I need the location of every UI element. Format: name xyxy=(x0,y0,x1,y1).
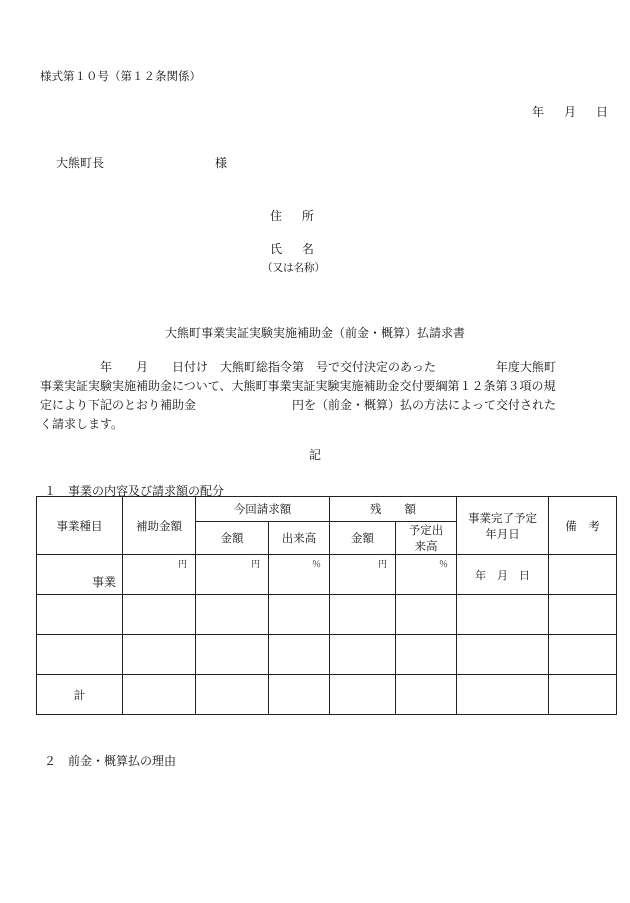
empty-cell[interactable] xyxy=(457,595,549,635)
empty-cell[interactable] xyxy=(549,635,617,675)
body-line-3: 定により下記のとおり補助金 円を（前金・概算）払の方法によって交付された xyxy=(40,398,557,412)
remarks-cell[interactable] xyxy=(549,555,617,595)
empty-cell[interactable] xyxy=(269,595,330,635)
total-row xyxy=(37,675,617,715)
unit-percent: ％ xyxy=(311,560,321,570)
total-cell[interactable] xyxy=(196,675,269,715)
body-line-4: く請求します。 xyxy=(40,417,124,431)
header-progress: 出来高 xyxy=(269,522,330,555)
empty-cell[interactable] xyxy=(123,635,196,675)
date-line xyxy=(512,103,608,120)
planned-progress-cell[interactable] xyxy=(396,555,457,595)
table-row xyxy=(37,555,617,595)
addressee: 大熊町長 xyxy=(56,156,105,170)
total-cell[interactable] xyxy=(330,675,396,715)
total-cell[interactable] xyxy=(549,675,617,715)
empty-cell[interactable] xyxy=(269,635,330,675)
empty-cell[interactable] xyxy=(330,635,396,675)
unit-yen: 円 xyxy=(377,560,387,570)
total-cell[interactable] xyxy=(457,675,549,715)
address-label: 住 所 xyxy=(270,209,322,223)
header-balance-amount: 金額 xyxy=(330,522,396,555)
completion-date-cell[interactable]: 年 月 日 xyxy=(457,555,549,595)
name-label: 氏 名 xyxy=(270,242,322,256)
balance-amount-cell[interactable] xyxy=(330,555,396,595)
unit-percent: ％ xyxy=(438,560,448,570)
date-year: 年 xyxy=(531,105,544,119)
body-line-2: 事業実証実験実施補助金について、大熊町事業実証実験実施補助金交付要綱第１２条第３項の規 xyxy=(40,379,556,393)
total-label: 計 xyxy=(37,675,123,715)
alias-label: （又は名称） xyxy=(262,262,325,274)
section-2-heading: ２ 前金・概算払の理由 xyxy=(44,754,177,768)
allocation-table xyxy=(36,496,617,715)
empty-cell[interactable] xyxy=(37,595,123,635)
unit-yen: 円 xyxy=(177,560,187,570)
empty-cell[interactable] xyxy=(330,595,396,635)
total-cell[interactable] xyxy=(123,675,196,715)
empty-cell[interactable] xyxy=(37,635,123,675)
table-row xyxy=(37,635,617,675)
header-balance: 残 額 xyxy=(330,497,457,522)
header-planned-line1: 予定出 xyxy=(408,523,444,537)
empty-cell[interactable] xyxy=(396,595,457,635)
header-planned-progress xyxy=(396,522,457,555)
amount-cell[interactable] xyxy=(123,555,196,595)
form-number: 様式第１０号（第１２条関係） xyxy=(40,69,201,83)
empty-cell[interactable] xyxy=(457,635,549,675)
date-month: 月 xyxy=(563,105,576,119)
empty-cell[interactable] xyxy=(549,595,617,635)
honorific: 様 xyxy=(215,156,228,170)
header-amount: 補助金額 xyxy=(123,497,196,555)
unit-yen: 円 xyxy=(250,560,260,570)
header-remarks: 備 考 xyxy=(549,497,617,555)
body-line-1: 年 月 日付け 大熊町総指令第 号で交付決定のあった 年度大熊町 xyxy=(40,360,556,374)
section-1-heading: １ 事業の内容及び請求額の配分 xyxy=(44,484,225,498)
total-cell[interactable] xyxy=(396,675,457,715)
request-body xyxy=(40,358,612,434)
header-completion-date xyxy=(457,497,549,555)
empty-cell[interactable] xyxy=(196,595,269,635)
row-type-label: 事業 xyxy=(91,575,116,589)
empty-cell[interactable] xyxy=(396,635,457,675)
date-day: 日 xyxy=(595,105,608,119)
header-current-request: 今回請求額 xyxy=(196,497,330,522)
total-cell[interactable] xyxy=(269,675,330,715)
empty-cell[interactable] xyxy=(123,595,196,635)
empty-cell[interactable] xyxy=(196,635,269,675)
header-completion-line1: 事業完了予定 xyxy=(468,510,537,525)
current-amount-cell[interactable] xyxy=(196,555,269,595)
progress-cell[interactable] xyxy=(269,555,330,595)
row-type-cell xyxy=(37,555,123,595)
table-row xyxy=(37,595,617,635)
header-type: 事業種目 xyxy=(37,497,123,555)
ki-heading: 記 xyxy=(308,448,321,462)
header-planned-line2: 来高 xyxy=(414,539,438,553)
header-current-amount: 金額 xyxy=(196,522,269,555)
header-completion-line2: 年月日 xyxy=(485,526,520,541)
document-title: 大熊町事業実証実験実施補助金（前金・概算）払請求書 xyxy=(164,326,465,340)
